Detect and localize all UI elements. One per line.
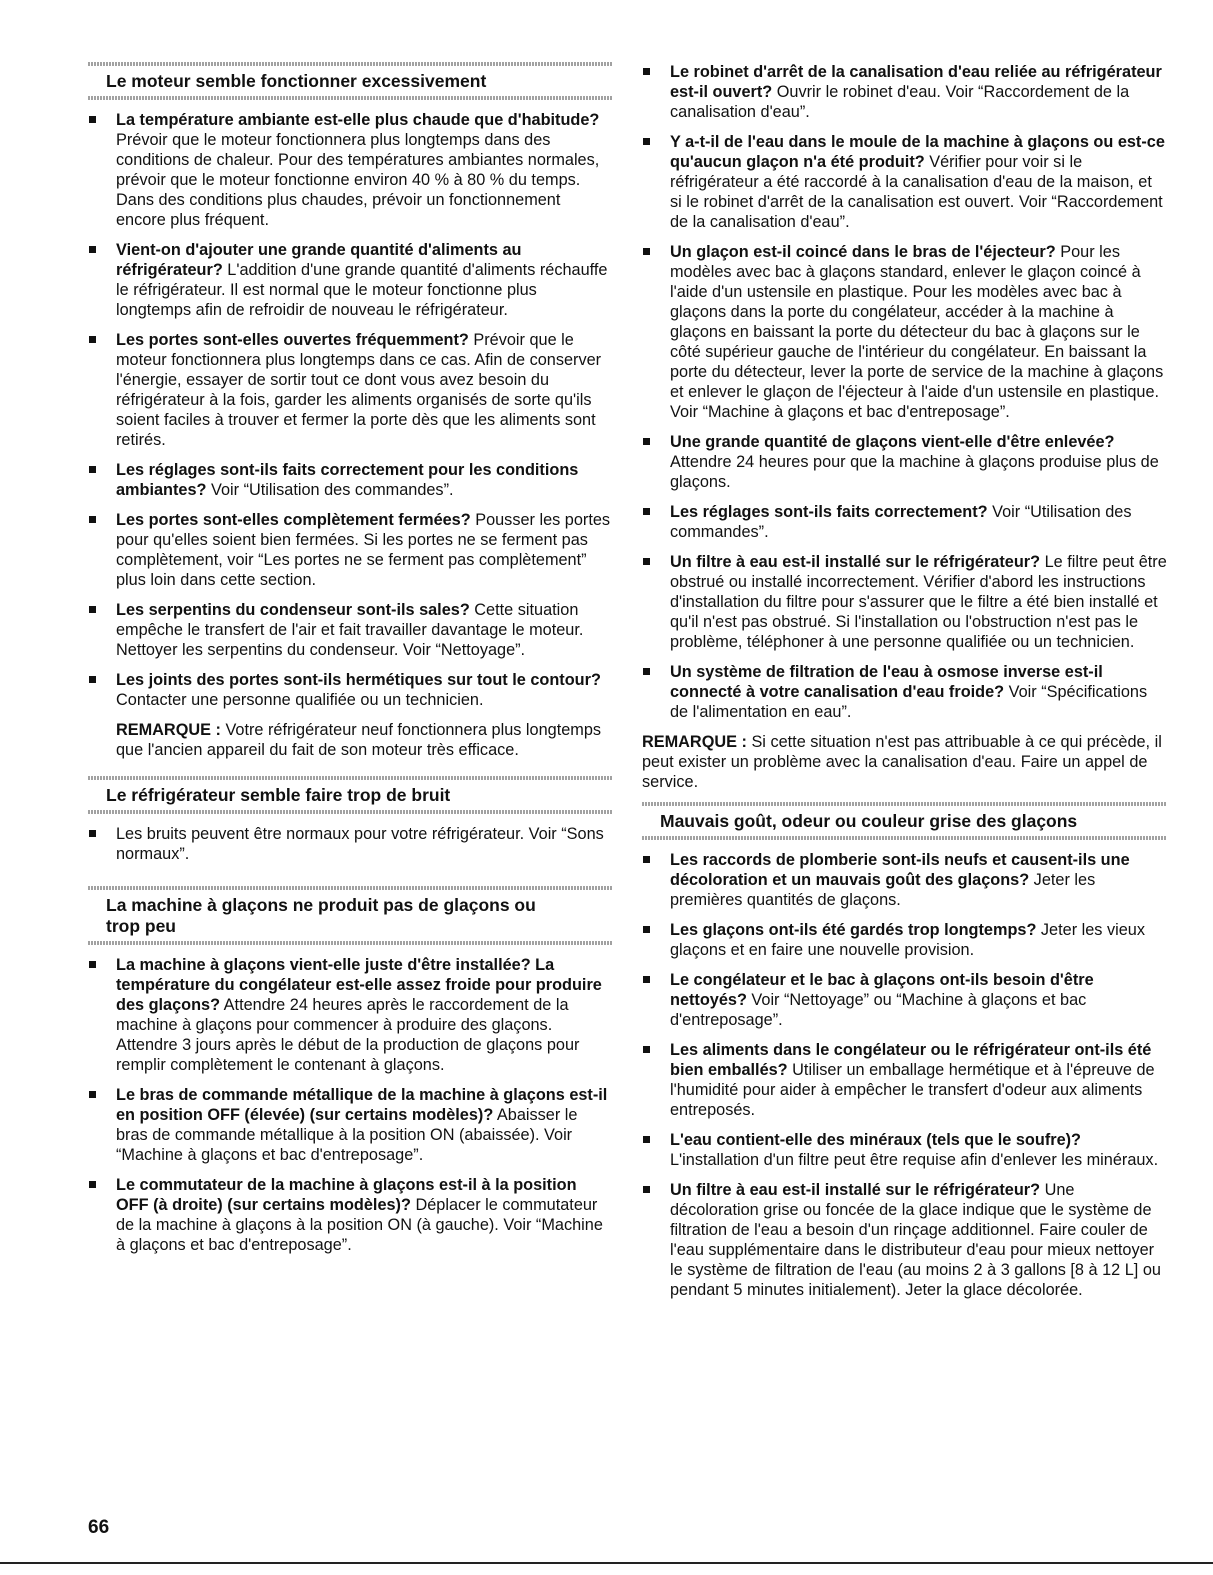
square-bullet-icon xyxy=(89,961,96,968)
section-header xyxy=(88,886,613,945)
list-item xyxy=(642,920,1167,960)
item-answer: Voir “Spécifications de l'alimentation en eau”. xyxy=(670,683,1148,721)
list-item xyxy=(88,1085,613,1165)
page-number: 66 xyxy=(88,1517,110,1538)
item-answer: Contacter une personne qualifiée ou un technicien. xyxy=(116,691,484,709)
square-bullet-icon xyxy=(643,856,650,863)
square-bullet-icon xyxy=(643,248,650,255)
list-item xyxy=(642,1180,1167,1300)
square-bullet-icon xyxy=(89,1091,96,1098)
item-question: Les réglages sont-ils faits correctement? xyxy=(670,503,988,521)
section-header xyxy=(88,776,613,814)
list-item xyxy=(88,330,613,450)
item-question: Le bras de commande métallique de la machine à glaçons est-il en position OFF (élevée) (sur certains modèles)? xyxy=(116,1086,608,1124)
item-question: Une grande quantité de glaçons vient-elle d'être enlevée? xyxy=(670,433,1115,451)
square-bullet-icon xyxy=(89,336,96,343)
square-bullet-icon xyxy=(643,1136,650,1143)
dotted-rule xyxy=(642,802,1167,806)
remark-text: Si cette situation n'est pas attribuable à ce qui précède, il peut exister un problème avec la canalisation d'eau. Faire un appel de service. xyxy=(642,733,1162,791)
item-answer: L'addition d'une grande quantité d'aliments réchauffe le réfrigérateur. Il est normal que le moteur fonctionne plus longtemps afin de refroidir de nouveau le réfrigérateur. xyxy=(116,261,608,319)
list-item xyxy=(88,110,613,230)
item-answer: Prévoir que le moteur fonctionnera plus longtemps dans ce cas. Afin de conserver l'énergie, essayer de sortir tout ce dont vous avez besoin du réfrigérateur à la fois, garder les aliments organisés de sorte qu'ils soient faciles à trouver et fermer la porte dès que les aliments sont retirés. xyxy=(116,331,602,449)
item-question: Les portes sont-elles ouvertes fréquemment? xyxy=(116,331,469,349)
square-bullet-icon xyxy=(89,606,96,613)
dotted-rule xyxy=(88,776,613,780)
item-answer: Le filtre peut être obstrué ou installé incorrectement. Vérifier d'abord les instructions d'installation du filtre pour s'assurer que le filtre a été bien installé et qu'il n'est pas obstrué. Si l'installation ou l'obstruction n'est pas le problème, téléphoner à une personne qualifiée ou un technicien. xyxy=(670,553,1167,651)
item-answer: Ouvrir le robinet d'eau. Voir “Raccordement de la canalisation d'eau”. xyxy=(670,83,1130,121)
square-bullet-icon xyxy=(89,1181,96,1188)
remark-label: REMARQUE : xyxy=(642,733,747,751)
item-question: Les réglages sont-ils faits correctement pour les conditions ambiantes? xyxy=(116,461,579,499)
dotted-rule xyxy=(88,810,613,814)
item-answer: Voir “Utilisation des commandes”. xyxy=(206,481,454,499)
item-answer: Prévoir que le moteur fonctionnera plus longtemps dans des conditions de chaleur. Pour des températures ambiantes normales, prévoir que le moteur fonctionne environ 40 % à 80 % du temps. Dans des conditions plus chaudes, prévoir un fonctionnement encore plus fréquent. xyxy=(116,131,600,229)
item-answer: Voir “Utilisation des commandes”. xyxy=(670,503,1132,541)
square-bullet-icon xyxy=(643,976,650,983)
remark-note xyxy=(88,720,613,760)
square-bullet-icon xyxy=(89,466,96,473)
list-item xyxy=(642,242,1167,422)
item-answer: Utiliser un emballage hermétique et à l'épreuve de l'humidité pour aider à empêcher le transfert d'odeur aux aliments entreposés. xyxy=(670,1061,1155,1119)
list-item xyxy=(88,1175,613,1255)
item-answer: L'installation d'un filtre peut être requise afin d'enlever les minéraux. xyxy=(670,1151,1159,1169)
item-answer: Pousser les portes pour qu'elles soient bien fermées. Si les portes ne se ferment pas complètement, voir “Les portes ne se ferment pas complètement” plus loin dans cette section. xyxy=(116,511,611,589)
square-bullet-icon xyxy=(643,1046,650,1053)
item-answer: Attendre 24 heures pour que la machine à glaçons produise plus de glaçons. xyxy=(670,453,1159,491)
item-question: Les raccords de plomberie sont-ils neufs et causent-ils une décoloration et un mauvais goût des glaçons? xyxy=(670,851,1130,889)
section-header xyxy=(642,802,1167,840)
item-answer: Attendre 24 heures après le raccordement de la machine à glaçons pour commencer à produire des glaçons. Attendre 3 jours après le début de la production de glaçons pour remplir complètement le contenant à glaçons. xyxy=(116,996,580,1074)
left-column xyxy=(88,62,613,1265)
list-item xyxy=(642,502,1167,542)
square-bullet-icon xyxy=(89,516,96,523)
list-item xyxy=(642,970,1167,1030)
dotted-rule xyxy=(88,62,613,66)
square-bullet-icon xyxy=(643,138,650,145)
item-answer: Cette situation empêche le transfert de l'air et fait travailler davantage le moteur. Nettoyer les serpentins du condenseur. Voir “Nettoyage”. xyxy=(116,601,584,659)
dotted-rule xyxy=(88,941,613,945)
item-question: Le robinet d'arrêt de la canalisation d'eau reliée au réfrigérateur est-il ouvert? xyxy=(670,63,1162,101)
dotted-rule xyxy=(88,96,613,100)
section-title: La machine à glaçons ne produit pas de glaçons ou trop peu xyxy=(106,895,536,936)
item-question: Les joints des portes sont-ils hermétiques sur tout le contour? xyxy=(116,671,601,689)
item-question: La température ambiante est-elle plus chaude que d'habitude? xyxy=(116,111,600,129)
item-answer: Les bruits peuvent être normaux pour votre réfrigérateur. Voir “Sons normaux”. xyxy=(116,825,604,863)
list-item xyxy=(88,955,613,1075)
square-bullet-icon xyxy=(89,116,96,123)
dotted-rule xyxy=(88,886,613,890)
bottom-rule xyxy=(0,1562,1213,1564)
list-item xyxy=(88,670,613,710)
item-question: Vient-on d'ajouter une grande quantité d'aliments au réfrigérateur? xyxy=(116,241,522,279)
square-bullet-icon xyxy=(643,68,650,75)
remark-label: REMARQUE : xyxy=(116,721,221,739)
item-question: Les glaçons ont-ils été gardés trop longtemps? xyxy=(670,921,1037,939)
item-answer: Déplacer le commutateur de la machine à glaçons à la position ON (à gauche). Voir “Machine à glaçons et bac d'entreposage”. xyxy=(116,1196,603,1254)
item-question: Les serpentins du condenseur sont-ils sales? xyxy=(116,601,470,619)
section-title: Le réfrigérateur semble faire trop de bruit xyxy=(106,785,451,805)
list-item xyxy=(88,510,613,590)
list-item xyxy=(642,662,1167,722)
list-item xyxy=(642,1040,1167,1120)
square-bullet-icon xyxy=(643,508,650,515)
square-bullet-icon xyxy=(643,668,650,675)
square-bullet-icon xyxy=(89,676,96,683)
item-question: Un glaçon est-il coincé dans le bras de l'éjecteur? xyxy=(670,243,1056,261)
square-bullet-icon xyxy=(643,926,650,933)
item-question: La machine à glaçons vient-elle juste d'être installée? La température du congélateur est-elle assez froide pour produire des glaçons? xyxy=(116,956,602,1014)
square-bullet-icon xyxy=(643,558,650,565)
item-answer: Voir “Nettoyage” ou “Machine à glaçons et bac d'entreposage”. xyxy=(670,991,1087,1029)
item-question: Les aliments dans le congélateur ou le réfrigérateur ont-ils été bien emballés? xyxy=(670,1041,1152,1079)
dotted-rule xyxy=(642,836,1167,840)
item-question: Le congélateur et le bac à glaçons ont-ils besoin d'être nettoyés? xyxy=(670,971,1094,1009)
item-question: Les portes sont-elles complètement fermées? xyxy=(116,511,471,529)
list-item xyxy=(642,1130,1167,1170)
list-item xyxy=(642,62,1167,122)
item-question: Le commutateur de la machine à glaçons est-il à la position OFF (à droite) (sur certains modèles)? xyxy=(116,1176,577,1214)
square-bullet-icon xyxy=(643,1186,650,1193)
list-item xyxy=(642,132,1167,232)
item-question: Y a-t-il de l'eau dans le moule de la machine à glaçons ou est-ce qu'aucun glaçon n'a été produit? xyxy=(670,133,1165,171)
remark-text: Votre réfrigérateur neuf fonctionnera plus longtemps que l'ancien appareil du fait de son moteur très efficace. xyxy=(116,721,602,759)
section-title: Le moteur semble fonctionner excessivement xyxy=(106,71,487,91)
list-item xyxy=(88,460,613,500)
item-question: Un filtre à eau est-il installé sur le réfrigérateur? xyxy=(670,1181,1041,1199)
list-item xyxy=(88,824,613,864)
item-question: L'eau contient-elle des minéraux (tels que le soufre)? xyxy=(670,1131,1081,1149)
item-question: Un filtre à eau est-il installé sur le réfrigérateur? xyxy=(670,553,1041,571)
list-item xyxy=(88,240,613,320)
square-bullet-icon xyxy=(89,246,96,253)
item-question: Un système de filtration de l'eau à osmose inverse est-il connecté à votre canalisation d'eau froide? xyxy=(670,663,1103,701)
list-item xyxy=(88,600,613,660)
section-title: Mauvais goût, odeur ou couleur grise des glaçons xyxy=(660,811,1078,831)
list-item xyxy=(642,850,1167,910)
list-item xyxy=(642,432,1167,492)
item-answer: Jeter les premières quantités de glaçons. xyxy=(670,871,1096,909)
section-header xyxy=(88,62,613,100)
item-answer: Jeter les vieux glaçons et en faire une nouvelle provision. xyxy=(670,921,1145,959)
right-column xyxy=(642,62,1167,1310)
item-answer: Vérifier pour voir si le réfrigérateur a été raccordé à la canalisation d'eau de la maison, et si le robinet d'arrêt de la canalisation est ouvert. Voir “Raccordement de la canalisation d'eau”. xyxy=(670,153,1163,231)
item-answer: Une décoloration grise ou foncée de la glace indique que le système de filtration de l'eau a besoin d'un rinçage additionnel. Faire couler de l'eau supplémentaire dans le distributeur d'eau pour mieux nettoyer le système de filtration de l'eau (au moins 2 à 3 gallons [8 à 12 L] ou pendant 5 minutes initialement). Jeter la glace décolorée. xyxy=(670,1181,1161,1299)
item-answer: Abaisser le bras de commande métallique à la position ON (abaissée). Voir “Machine à glaçons et bac d'entreposage”. xyxy=(116,1106,578,1164)
square-bullet-icon xyxy=(643,438,650,445)
item-answer: Pour les modèles avec bac à glaçons standard, enlever le glaçon coincé à l'aide d'un ustensile en plastique. Pour les modèles avec bac à glaçons dans la porte du congélateur, accéder à la machine à glaçons en baissant la porte du détecteur du bac à glaçons sur le côté supérieur gauche de l'intérieur du congélateur. En baissant la porte du détecteur, lever la porte de service de la machine à glaçons et enlever le glaçon de l'éjecteur à l'aide d'un ustensile en plastique. Voir “Machine à glaçons et bac d'entreposage”. xyxy=(670,243,1164,421)
square-bullet-icon xyxy=(89,830,96,837)
remark-note xyxy=(642,732,1167,792)
list-item xyxy=(642,552,1167,652)
